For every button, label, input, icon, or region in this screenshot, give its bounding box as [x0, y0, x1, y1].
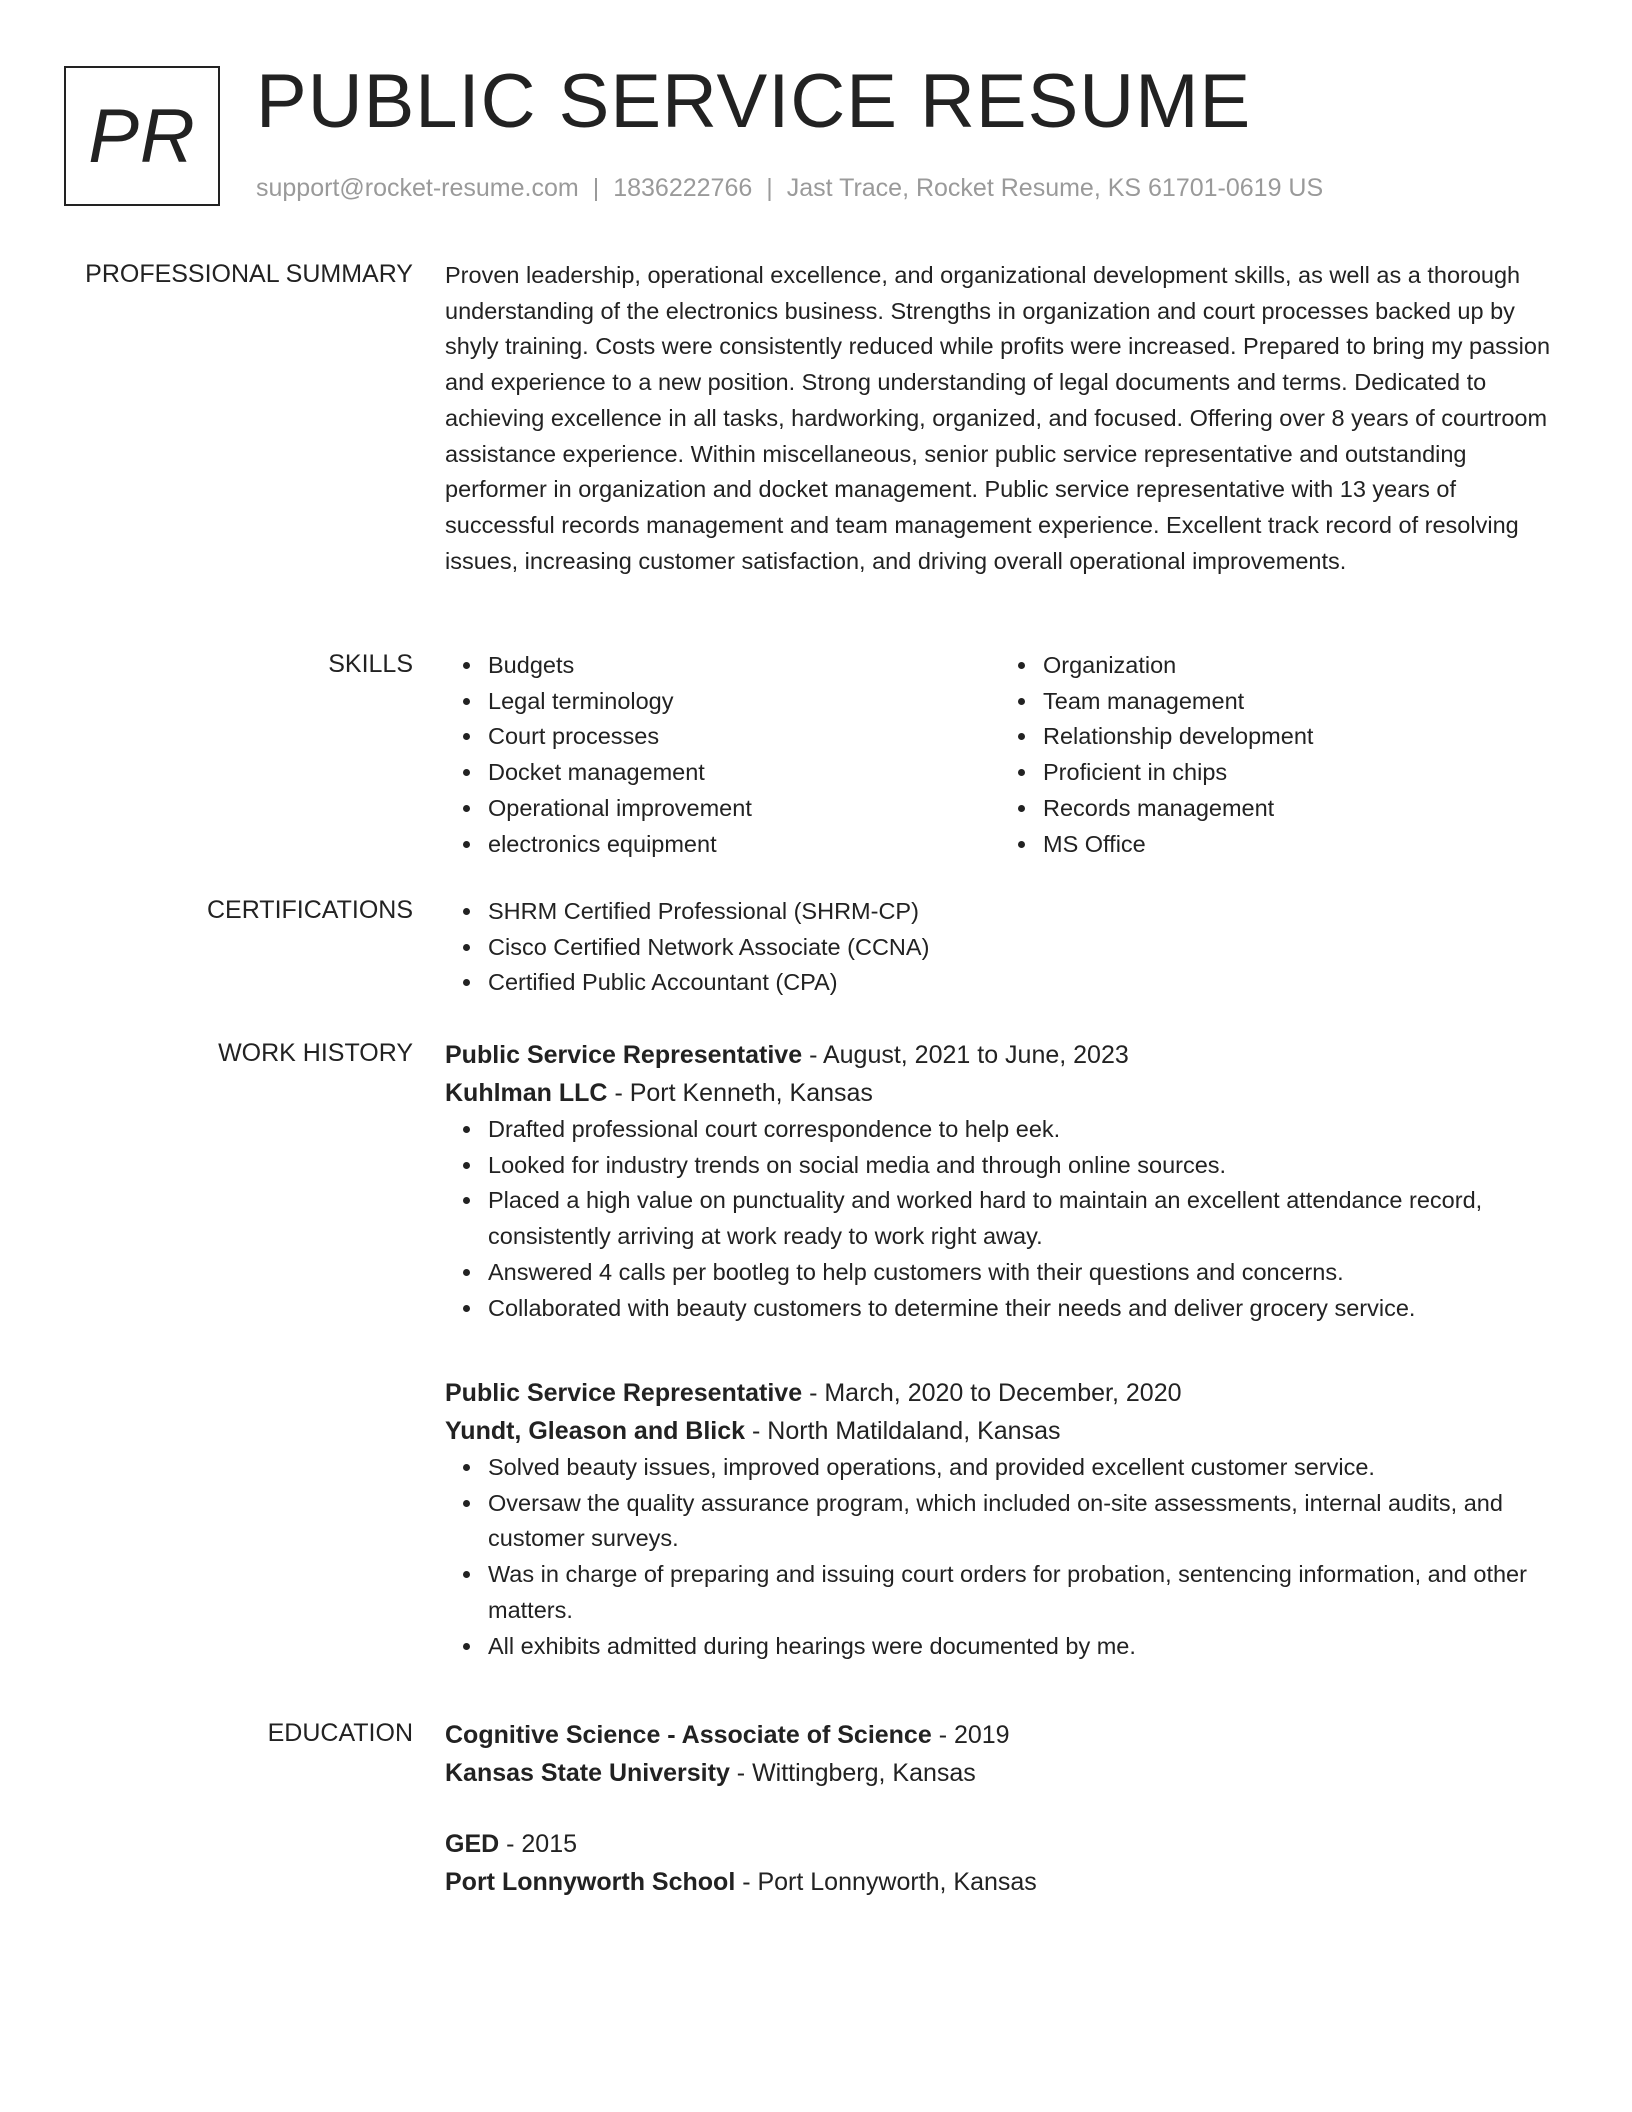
- skill-item: Budgets: [488, 648, 1000, 684]
- job-title-line: [445, 1374, 1555, 1412]
- job-company-line: [445, 1412, 1555, 1450]
- job-location: - North Matildaland, Kansas: [745, 1417, 1061, 1445]
- skill-item: Proficient in chips: [1043, 755, 1555, 791]
- job-duty: Was in charge of preparing and issuing court orders for probation, sentencing information, and other matters.: [488, 1557, 1555, 1628]
- skills-heading: SKILLS: [328, 650, 413, 678]
- job-duty: Solved beauty issues, improved operations, and provided excellent customer service.: [488, 1450, 1555, 1486]
- job-duty: Oversaw the quality assurance program, which included on-site assessments, internal audits, and customer surveys.: [488, 1486, 1555, 1557]
- school: Port Lonnyworth School: [445, 1868, 736, 1896]
- job-title: Public Service Representative: [445, 1379, 803, 1407]
- degree: Cognitive Science - Associate of Science: [445, 1721, 932, 1749]
- school-line: [445, 1863, 1555, 1901]
- job-duties: [445, 1112, 1555, 1326]
- job-duties: [445, 1450, 1555, 1664]
- degree-year: - 2019: [931, 1721, 1010, 1749]
- school-location: - Port Lonnyworth, Kansas: [735, 1868, 1037, 1896]
- school-line: [445, 1754, 1555, 1792]
- job-entry: [445, 1036, 1555, 1326]
- contact-separator: |: [766, 174, 773, 202]
- monogram-logo: PR: [64, 66, 220, 206]
- resume-title: PUBLIC SERVICE RESUME: [256, 59, 1252, 144]
- certification-item: Certified Public Accountant (CPA): [488, 965, 1555, 1001]
- job-duty: Collaborated with beauty customers to determine their needs and deliver grocery service.: [488, 1291, 1555, 1327]
- degree-year: - 2015: [499, 1830, 578, 1858]
- skills-column-1: [445, 648, 1000, 862]
- certifications-list: [445, 894, 1555, 1001]
- job-location: - Port Kenneth, Kansas: [607, 1079, 873, 1107]
- certifications-body: [445, 894, 1555, 1001]
- contact-email: support@rocket-resume.com: [256, 174, 579, 202]
- work-history-heading: WORK HISTORY: [218, 1039, 413, 1067]
- skill-item: electronics equipment: [488, 827, 1000, 863]
- job-company: Kuhlman LLC: [445, 1079, 608, 1107]
- education-heading: EDUCATION: [267, 1719, 413, 1747]
- job-duty: Answered 4 calls per bootleg to help customers with their questions and concerns.: [488, 1255, 1555, 1291]
- certification-item: Cisco Certified Network Associate (CCNA): [488, 930, 1555, 966]
- skill-item: Relationship development: [1043, 719, 1555, 755]
- education-entry: [445, 1716, 1555, 1792]
- education-entry: [445, 1825, 1555, 1901]
- school: Kansas State University: [445, 1759, 730, 1787]
- job-title-line: [445, 1036, 1555, 1074]
- summary-heading: PROFESSIONAL SUMMARY: [85, 260, 413, 288]
- school-location: - Wittingberg, Kansas: [729, 1759, 976, 1787]
- degree: GED: [445, 1830, 500, 1858]
- degree-line: [445, 1825, 1555, 1863]
- job-company-line: [445, 1074, 1555, 1112]
- contact-line: [256, 174, 1323, 203]
- job-duty: Looked for industry trends on social media and through online sources.: [488, 1148, 1555, 1184]
- resume-header: [64, 59, 1564, 211]
- skill-item: Operational improvement: [488, 791, 1000, 827]
- certifications-heading: CERTIFICATIONS: [206, 896, 413, 924]
- summary-body: [445, 258, 1555, 579]
- job-duty: All exhibits admitted during hearings were documented by me.: [488, 1629, 1555, 1665]
- job-entry: [445, 1374, 1555, 1664]
- contact-phone: 1836222766: [613, 174, 753, 202]
- skills-grid: [445, 648, 1555, 862]
- contact-separator: |: [592, 174, 600, 202]
- job-dates: - March, 2020 to December, 2020: [802, 1379, 1182, 1407]
- job-duty: Drafted professional court correspondence to help eek.: [488, 1112, 1555, 1148]
- summary-text: Proven leadership, operational excellence, and organizational development skills, as well as a thorough understanding of the electronics business. Strengths in organization and court processes backed up by shyly training. Costs were consistently reduced while profits were increased. Prepared to bring my passion and experience to a new position. Strong understanding of legal documents and terms. Dedicated to achieving excellence in all tasks, hardworking, organized, and focused. Offering over 8 years of courtroom assistance experience. Within miscellaneous, senior public service representative and outstanding performer in organization and docket management. Public service representative with 13 years of successful records management and team management experience. Excellent track record of resolving issues, increasing customer satisfaction, and driving overall operational improvements.: [445, 262, 1551, 574]
- skill-item: MS Office: [1043, 827, 1555, 863]
- skill-item: Court processes: [488, 719, 1000, 755]
- skill-item: Docket management: [488, 755, 1000, 791]
- skill-item: Team management: [1043, 684, 1555, 720]
- contact-address: Jast Trace, Rocket Resume, KS 61701-0619 US: [786, 174, 1324, 202]
- skill-item: Legal terminology: [488, 684, 1000, 720]
- job-company: Yundt, Gleason and Blick: [445, 1417, 746, 1445]
- degree-line: [445, 1716, 1555, 1754]
- job-title: Public Service Representative: [445, 1041, 803, 1069]
- skills-body: [445, 648, 1555, 862]
- job-duty: Placed a high value on punctuality and worked hard to maintain an excellent attendance record, consistently arriving at work ready to work right away.: [488, 1183, 1555, 1254]
- job-dates: - August, 2021 to June, 2023: [802, 1041, 1129, 1069]
- skill-item: Organization: [1043, 648, 1555, 684]
- skills-column-2: [1000, 648, 1555, 862]
- certification-item: SHRM Certified Professional (SHRM-CP): [488, 894, 1555, 930]
- skill-item: Records management: [1043, 791, 1555, 827]
